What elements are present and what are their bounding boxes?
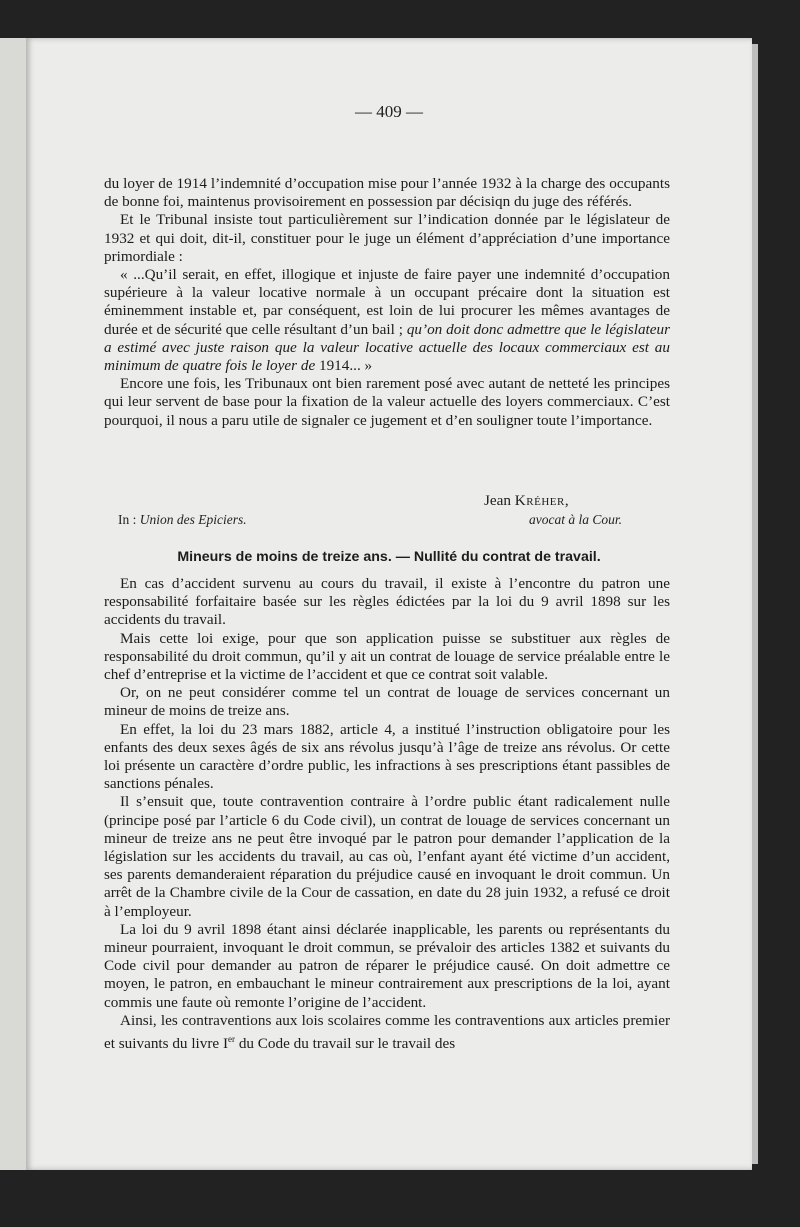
paragraph: Il s’ensuit que, toute contravention contraire à l’ordre public étant radicalement nulle (principe posé par l’article 6 du Code civil), un contrat de louage de services concernant un mineur de treize ans ne peut être invoqué par le patron pour demander l’application de la législation sur les accidents du travail, au cas où, l’enfant ayant été victime d’un accident, ses parents demanderaient réparation du préjudice causé en invoquant le droit commun. Un arrêt de la Chambre civile de la Cour de cassation, en date du 28 juin 1932, a refusé ce droit à l’employeur. xyxy=(104,793,670,920)
signature-name xyxy=(484,492,569,510)
quote-italic-text: qu’on doit donc admettre que le législateur a estimé avec juste raison que la valeur locative actuelle des locaux commerciaux est au minimum de quatre fois le loyer de xyxy=(104,320,670,375)
paragraph: La loi du 9 avril 1898 étant ainsi déclarée inapplicable, les parents ou représentants du mineur pourraient, invoquant le droit commun, se prévaloir des articles 1382 et suivants du Code civil pour demander au patron de réparer le préjudice causé. On doit admettre ce moyen, le patron, en embauchant le mineur contrairement aux prescriptions de la loi, ayant commis une faute où remonte l’origine de l’accident. xyxy=(104,920,670,1011)
paragraph: Encore une fois, les Tribunaux ont bien rarement posé avec autant de netteté les principes qui leur servent de base pour la fixation de la valeur actuelle des loyers commerciaux. C’est pourquoi, il nous a paru utile de signaler ce jugement et d’en souligner toute l’importance. xyxy=(104,375,670,429)
paragraph: Mais cette loi exige, pour que son application puisse se substituer aux règles de responsabilité du droit commun, qu’il y ait un contrat de louage de service préalable entre le chef d’entreprise et la victime de l’accident et que ce contrat soit valable. xyxy=(104,629,670,684)
signature-first-name: Jean xyxy=(484,492,511,509)
paragraph-text: du Code du travail sur le travail des xyxy=(235,1035,456,1053)
source-citation xyxy=(118,512,247,528)
paragraph: En effet, la loi du 23 mars 1882, article 4, a institué l’instruction obligatoire pour les enfants des deux sexes âgés de six ans révolus jusqu’à l’âge de treize ans révolus. Or cette loi présente un caractère d’ordre public, les infractions à ses prescriptions étant passibles de sanctions pénales. xyxy=(104,720,670,793)
paragraph: Et le Tribunal insiste tout particulièrement sur l’indication donnée par le législateur de 1932 et qui doit, dit-il, constituer pour le juge un élément d’appréciation d’une importance primordiale : xyxy=(104,211,670,265)
quotation xyxy=(104,266,670,375)
facing-page-edge xyxy=(0,38,27,1170)
page-number: — 409 — xyxy=(355,102,423,121)
signature-last-name: Kréher, xyxy=(514,492,570,509)
paragraph: Or, on ne peut considérer comme tel un contrat de louage de services concernant un mineur de moins de treize ans. xyxy=(104,684,670,720)
superscript: er xyxy=(228,1034,236,1045)
top-text-block xyxy=(104,175,670,430)
page-edge xyxy=(752,44,758,1164)
source-journal: Union des Epiciers. xyxy=(139,512,247,527)
paragraph-text: Ainsi, les contraventions aux lois scolaires comme les contraventions aux articles premier et suivants du livre I xyxy=(104,1011,670,1053)
paragraph: En cas d’accident survenu au cours du travail, il existe à l’encontre du patron une responsabilité forfaitaire basée sur les règles édictées par la loi du 9 avril 1898 sur les accidents du travail. xyxy=(104,575,670,629)
section-text-block xyxy=(104,575,670,1053)
paragraph xyxy=(104,1012,670,1053)
signature-role: avocat à la Cour. xyxy=(529,512,622,527)
document-page xyxy=(26,38,752,1170)
quote-end: 1914... » xyxy=(315,357,373,375)
paragraph: du loyer de 1914 l’indemnité d’occupation mise pour l’année 1932 à la charge des occupants de bonne foi, maintenus provisoirement en possession par décisiqn du juge des référés. xyxy=(104,175,670,211)
section-heading: Mineurs de moins de treize ans. — Nullité du contrat de travail. xyxy=(177,549,601,565)
source-prefix: In : xyxy=(118,512,137,527)
quote-text: « ...Qu’il serait, en effet, illogique et injuste de faire payer une indemnité d’occupation supérieure à la valeur locative normale à un occupant précaire dont la situation est éminemment instable et, par conséquent, est loin de lui procurer les mêmes avantages de durée et de sécurité que celle résultant d’un bail ; xyxy=(104,266,670,338)
